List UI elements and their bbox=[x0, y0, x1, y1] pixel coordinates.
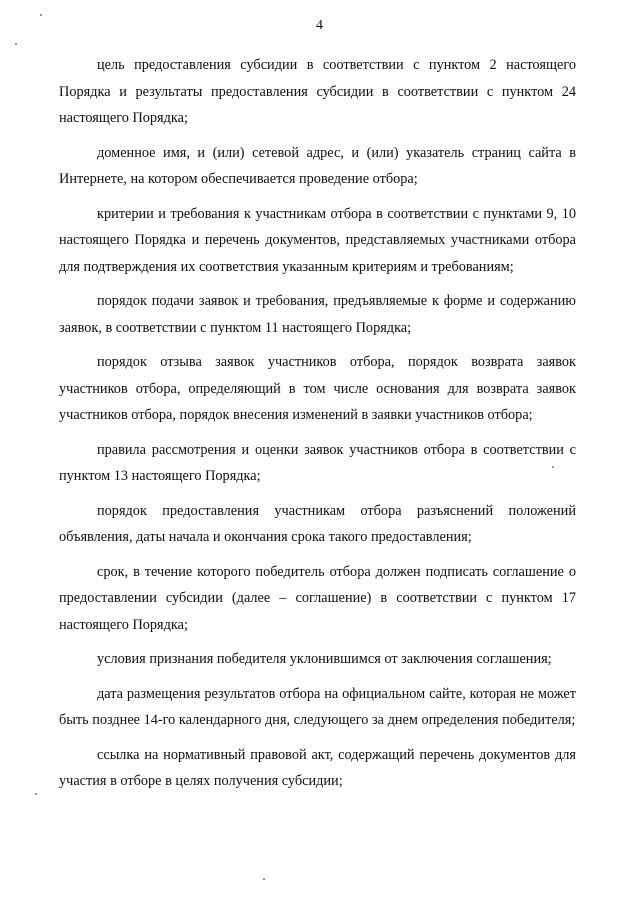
paragraph-withdrawal-procedure: порядок отзыва заявок участников отбора, порядок возврата заявок участников отбора, определяющий в том числе основания для возврата заявок участников отбора, порядок внесения изменений в заявки участников отбора; bbox=[59, 354, 576, 423]
scan-speck bbox=[40, 14, 42, 16]
paragraph-signing-term: срок, в течение которого победитель отбора должен подписать соглашение о предоставлении субсидии (далее – соглашение) в соответствии с пунктом 17 настоящего Порядка; bbox=[59, 563, 576, 633]
paragraph-legal-act-link: ссылка на нормативный правовой акт, содержащий перечень документов для участия в отборе в целях получения субсидии; bbox=[59, 746, 576, 789]
paragraph-application-procedure: порядок подачи заявок и требования, предъявляемые к форме и содержанию заявок, в соответствии с пунктом 11 настоящего Порядка; bbox=[59, 293, 576, 336]
paragraph-domain-name: доменное имя, и (или) сетевой адрес, и (или) указатель страниц сайта в Интернете, на котором обеспечивается проведение отбора; bbox=[59, 144, 576, 187]
scan-speck bbox=[263, 878, 265, 880]
paragraph-clarifications: порядок предоставления участникам отбора разъяснений положений объявления, даты начала и окончания срока такого предоставления; bbox=[59, 502, 576, 545]
paragraph-criteria: критерии и требования к участникам отбора в соответствии с пунктами 9, 10 настоящего Порядка и перечень документов, представляемых участниками отбора для подтверждения их соответствия указанным критериям и требованиям; bbox=[59, 205, 576, 275]
paragraph-evasion-conditions: условия признания победителя уклонившимся от заключения соглашения; bbox=[97, 651, 552, 667]
scan-speck bbox=[552, 466, 554, 468]
paragraph-results-date: дата размещения результатов отбора на официальном сайте, которая не может быть позднее 14-го календарного дня, следующего за днем определения победителя; bbox=[59, 685, 576, 728]
scan-speck bbox=[15, 43, 17, 45]
paragraph-review-rules: правила рассмотрения и оценки заявок участников отбора в соответствии с пунктом 13 настоящего Порядка; bbox=[59, 441, 576, 484]
page-number: 4 bbox=[316, 18, 323, 33]
scan-speck bbox=[35, 793, 37, 795]
document-body bbox=[59, 52, 576, 803]
paragraph-subsidy-goal: цель предоставления субсидии в соответствии с пунктом 2 настоящего Порядка и результаты предоставления субсидии в соответствии с пунктом 24 настоящего Порядка; bbox=[59, 57, 576, 126]
